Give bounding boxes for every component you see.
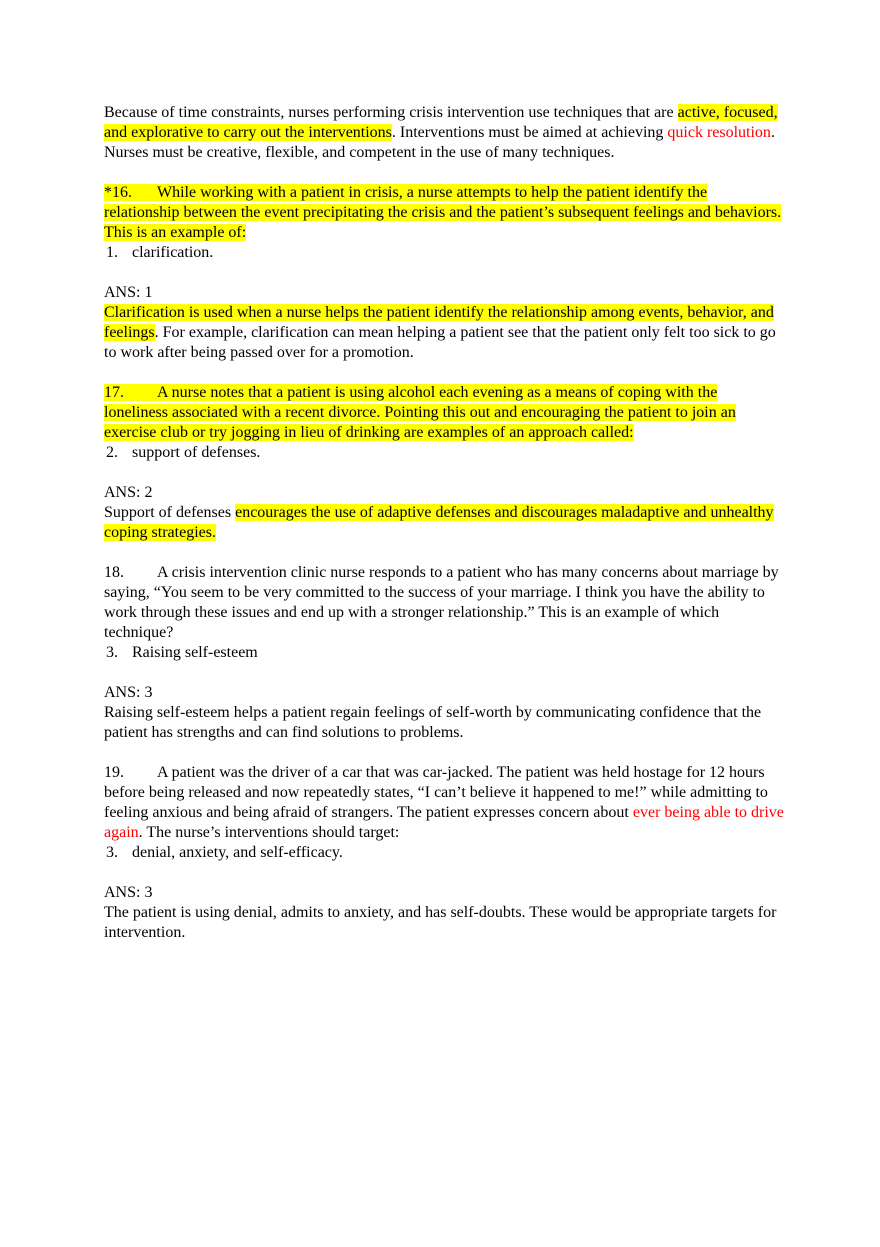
question-text: A patient was the driver of a car that was car-jacked. The patient was held hostage for 12 hours before being released and now repeatedly states, “I can’t believe it happened to me!” while admitting to feeling anxious and being afraid of strangers. The patient expresses concern about <box>104 764 768 821</box>
question-number: *16. <box>104 184 132 201</box>
question-18-ans: ANS: 3 <box>104 684 153 701</box>
answer-text: denial, anxiety, and self-efficacy. <box>132 844 343 861</box>
question-number: 19. <box>104 764 124 781</box>
question-16-answer <box>104 243 784 263</box>
intro-text-pre: Because of time constraints, nurses performing crisis intervention use techniques that are <box>104 104 678 121</box>
question-19-ans: ANS: 3 <box>104 884 153 901</box>
rationale-highlight: Clarification is used when a nurse helps the patient identify the relationship among events, behavior, and feelings <box>104 304 774 341</box>
question-text: A nurse notes that a patient is using alcohol each evening as a means of coping with the loneliness associated with a recent divorce. Pointing this out and encouraging the patient to join an exercise club or try jogging in lieu of drinking are examples of an approach called: <box>104 384 736 441</box>
question-18-answer <box>104 643 784 663</box>
question-17-stem <box>104 383 784 443</box>
intro-text-mid: . Interventions must be aimed at achieving <box>391 124 668 141</box>
question-16-stem <box>104 183 784 243</box>
answer-text: support of defenses. <box>132 444 261 461</box>
question-19-rationale: The patient is using denial, admits to anxiety, and has self-doubts. These would be appropriate targets for intervention. <box>104 904 777 941</box>
rationale-text: . For example, clarification can mean helping a patient see that the patient only felt too sick to go to work after being passed over for a promotion. <box>104 324 776 361</box>
question-18-rationale: Raising self-esteem helps a patient regain feelings of self-worth by communicating confidence that the patient has strengths and can find solutions to problems. <box>104 704 762 741</box>
question-text: While working with a patient in crisis, a nurse attempts to help the patient identify the relationship between the event precipitating the crisis and the patient’s subsequent feelings and behaviors. This is an example of: <box>104 184 782 241</box>
intro-highlight: active, focused, and explorative to carry out the interventions <box>104 104 778 141</box>
question-red-text: ever being able to drive again <box>104 804 784 841</box>
answer-text: clarification. <box>132 244 214 261</box>
question-17-highlight <box>104 384 736 441</box>
question-16-highlight <box>104 184 781 241</box>
answer-number: 3. <box>106 644 118 661</box>
rationale-text: Support of defenses <box>104 504 236 521</box>
question-19-stem <box>104 763 784 843</box>
intro-paragraph <box>104 103 784 163</box>
question-16-ans: ANS: 1 <box>104 284 153 301</box>
question-18-stem <box>104 563 784 643</box>
question-17-ans: ANS: 2 <box>104 484 153 501</box>
intro-red-text: quick resolution <box>667 124 771 141</box>
answer-number: 3. <box>106 844 118 861</box>
answer-number: 2. <box>106 444 118 461</box>
question-16-rationale <box>104 303 784 363</box>
question-19-answer <box>104 843 784 863</box>
question-number: 17. <box>104 384 124 401</box>
question-text-post: . The nurse’s interventions should target: <box>138 824 400 841</box>
rationale-highlight: encourages the use of adaptive defenses and discourages maladaptive and unhealthy coping strategies. <box>104 504 774 541</box>
intro-text-post: . Nurses must be creative, flexible, and competent in the use of many techniques. <box>104 124 775 161</box>
answer-text: Raising self-esteem <box>132 644 258 661</box>
question-number: 18. <box>104 564 124 581</box>
document-page <box>104 103 784 943</box>
question-17-answer <box>104 443 784 463</box>
question-17-rationale <box>104 503 784 543</box>
answer-number: 1. <box>106 244 118 261</box>
question-text: A crisis intervention clinic nurse responds to a patient who has many concerns about marriage by saying, “You seem to be very committed to the success of your marriage. I think you have the ability to work through these issues and end up with a stronger relationship.” This is an example of which technique? <box>104 564 779 641</box>
